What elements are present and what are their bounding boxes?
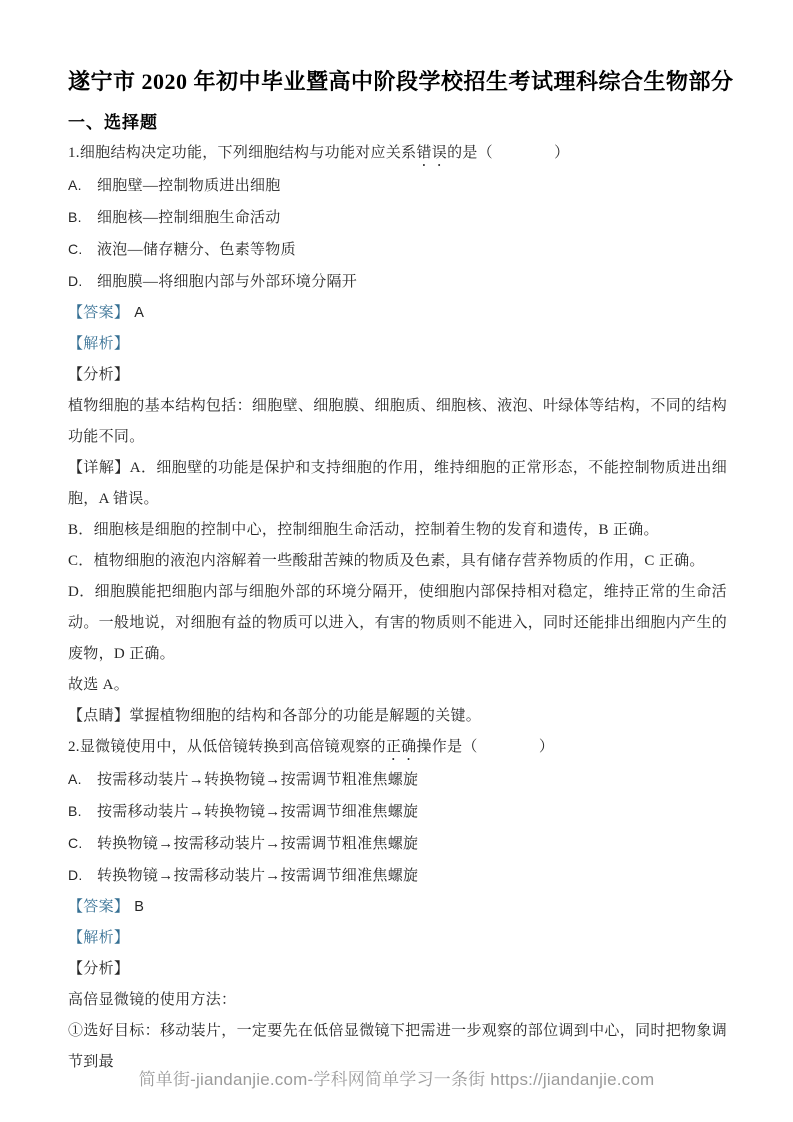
q2-answer-value: B [134, 899, 145, 915]
q1-breakdown-label-line [68, 360, 727, 391]
q1-detail-d: D．细胞膜能把细胞内部与细胞外部的环境分隔开，使细胞内部保持相对稳定，维持正常的生命活动。一般地说，对细胞有益的物质可以进入，有害的物质则不能进入，同时还能排出细胞内产生的废物，D 正确。 [68, 584, 727, 662]
page-footer: 简单街-jiandanjie.com-学科网简单学习一条街 https://jiandanjie.com [138, 1070, 655, 1089]
q2-option-b [68, 796, 727, 828]
q2-answer-label: 【答案】 [68, 899, 130, 915]
q1-option-b-label: B. [68, 209, 82, 225]
q1-analysis-text: 植物细胞的基本结构包括：细胞壁、细胞膜、细胞质、细胞核、液泡、叶绿体等结构，不同的结构功能不同。 [68, 398, 727, 445]
q1-option-d-text: 细胞膜—将细胞内部与外部环境分隔开 [97, 274, 358, 290]
q1-detail-a-text: A．细胞壁的功能是保护和支持细胞的作用，维持细胞的正常形态，不能控制物质进出细胞，A 错误。 [68, 460, 727, 507]
q1-option-b-text: 细胞核—控制细胞生命活动 [97, 210, 281, 226]
q1-answer-value: A [134, 305, 145, 321]
q2-option-d [68, 860, 727, 892]
q1-analysis-label-line [68, 329, 727, 360]
q1-option-c [68, 234, 727, 266]
q2-stem-post: 操作是（ ） [416, 739, 555, 755]
q2-breakdown-label: 【分析】 [68, 961, 130, 977]
q1-stem-pre: 1.细胞结构决定功能，下列细胞结构与功能对应关系 [68, 145, 417, 161]
q1-detail-label: 【详解】 [68, 460, 130, 476]
q1-answer-line [68, 298, 727, 329]
q1-breakdown-label: 【分析】 [68, 367, 130, 383]
q1-answer-label: 【答案】 [68, 305, 130, 321]
q1-option-a [68, 170, 727, 202]
q1-stem-post: 的是（ ） [447, 145, 570, 161]
q2-analysis-step: ①选好目标：移动装片，一定要先在低倍显微镜下把需进一步观察的部位调到中心，同时把物象调节到最 [68, 1023, 727, 1070]
q1-option-c-text: 液泡—储存糖分、色素等物质 [97, 242, 296, 258]
q2-option-a-text: 按需移动装片→转换物镜→按需调节粗准焦螺旋 [97, 772, 419, 788]
q1-detail-c: C．植物细胞的液泡内溶解着一些酸甜苦辣的物质及色素，具有储存营养物质的作用，C 正确。 [68, 553, 705, 569]
q1-option-a-text: 细胞壁—控制物质进出细胞 [97, 178, 281, 194]
q1-option-d-label: D. [68, 273, 83, 289]
q1-analysis-label: 【解析】 [68, 336, 130, 352]
q2-analysis-intro: 高倍显微镜的使用方法： [68, 992, 237, 1008]
q2-stem [68, 732, 727, 764]
q1-option-d [68, 266, 727, 298]
q2-option-b-text: 按需移动装片→转换物镜→按需调节细准焦螺旋 [97, 804, 419, 820]
q2-option-d-text: 转换物镜→按需移动装片→按需调节细准焦螺旋 [97, 868, 419, 884]
q2-option-b-label: B. [68, 803, 82, 819]
q1-stem [68, 138, 727, 170]
q1-tip-label: 【点睛】 [68, 708, 130, 724]
q2-option-c-label: C. [68, 835, 83, 851]
q2-option-a-label: A. [68, 771, 82, 787]
q1-option-a-label: A. [68, 177, 82, 193]
q2-stem-emphasis: 正确 [385, 739, 417, 755]
q1-option-b [68, 202, 727, 234]
q2-analysis-label: 【解析】 [68, 930, 130, 946]
q1-conclusion: 故选 A。 [68, 677, 130, 693]
q2-option-c-text: 转换物镜→按需移动装片→按需调节粗准焦螺旋 [97, 836, 419, 852]
q2-option-d-label: D. [68, 867, 83, 883]
q1-stem-emphasis: 错误 [416, 145, 448, 161]
q1-tip-text: 掌握植物细胞的结构和各部分的功能是解题的关键。 [129, 708, 482, 724]
q2-analysis-label-line [68, 923, 727, 954]
document-title: 遂宁市 2020 年初中毕业暨高中阶段学校招生考试理科综合生物部分 [68, 69, 734, 94]
q2-option-c [68, 828, 727, 860]
q1-detail-b: B．细胞核是细胞的控制中心，控制细胞生命活动，控制着生物的发育和遗传，B 正确。 [68, 522, 659, 538]
section-heading: 一、选择题 [68, 113, 158, 132]
q2-breakdown-label-line [68, 954, 727, 985]
q2-answer-line [68, 892, 727, 923]
q2-stem-pre: 2.显微镜使用中，从低倍镜转换到高倍镜观察的 [68, 739, 386, 755]
q2-option-a [68, 764, 727, 796]
q1-tip-line [68, 701, 727, 732]
q1-option-c-label: C. [68, 241, 83, 257]
q1-detail-a [68, 453, 727, 515]
